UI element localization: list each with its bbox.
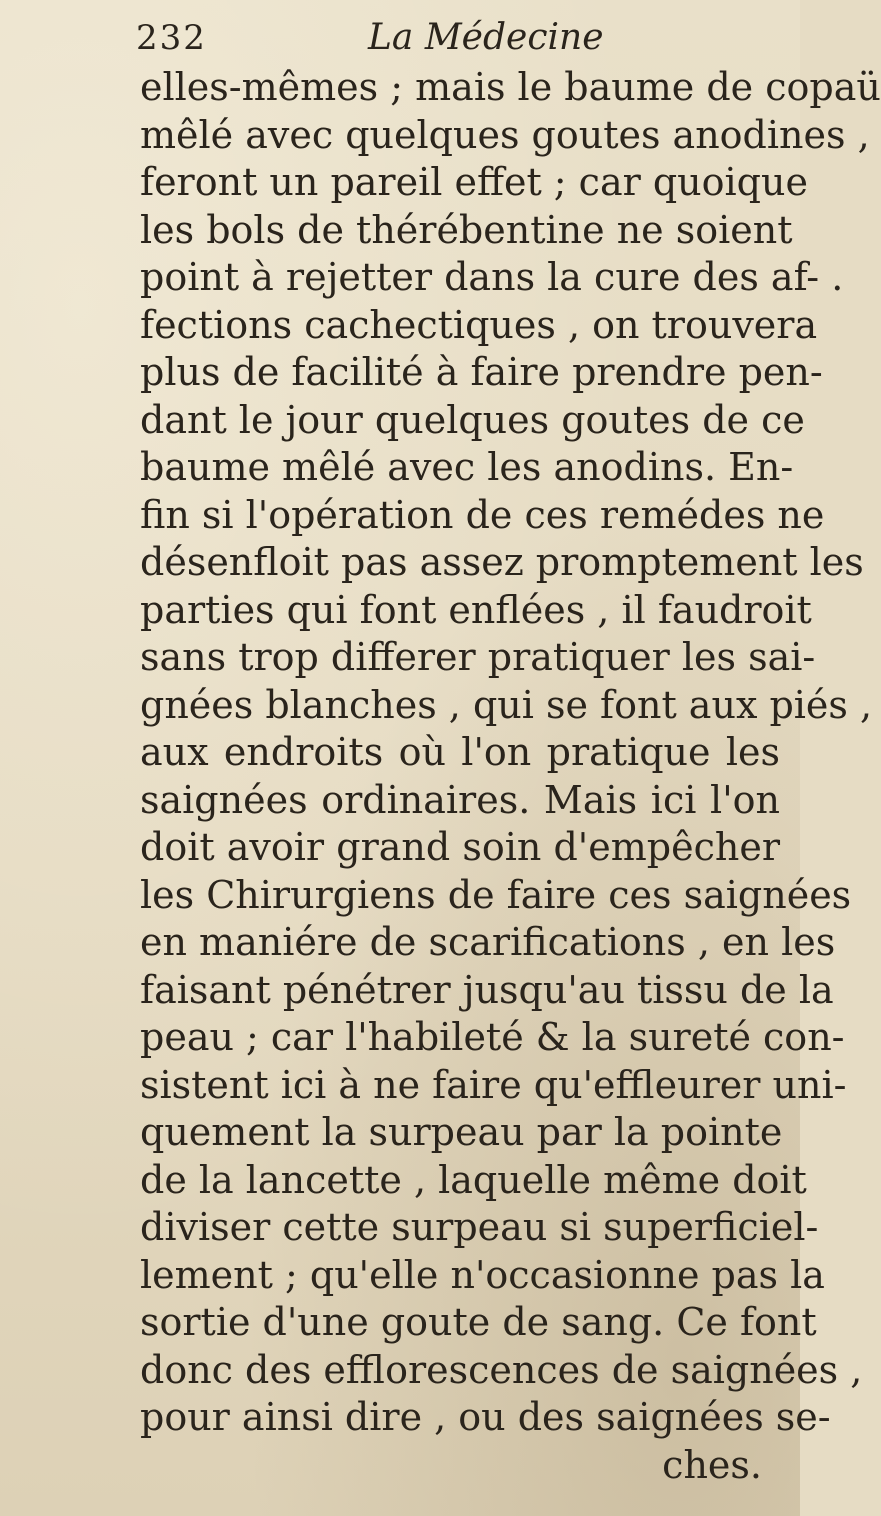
- text-line: diviser cette surpeau si superficiel-: [140, 1205, 819, 1249]
- text-line: point à rejetter dans la cure des af- .: [140, 255, 844, 299]
- text-line: aux endroits où l'on pratique les: [140, 730, 780, 774]
- text-line: sistent ici à ne faire qu'effleurer uni-: [140, 1062, 847, 1107]
- running-head: [136, 16, 756, 60]
- text-line: plus de facilité à faire prendre pen-: [140, 350, 823, 394]
- text-line: parties qui font enflées , il faudroit: [140, 587, 812, 632]
- text-line: gnées blanches , qui se font aux piés ,: [140, 682, 873, 727]
- text-line: sortie d'une goute de sang. Ce font: [140, 1300, 817, 1344]
- text-line: mêlé avec quelques goutes anodines ,: [140, 112, 870, 157]
- text-line: sans trop differer pratiquer les sai-: [140, 635, 816, 679]
- catchword-line: ches.: [662, 1442, 762, 1487]
- text-line: de la lancette , laquelle même doit: [140, 1157, 807, 1202]
- text-line: pour ainsi dire , ou des saignées se-: [140, 1395, 831, 1439]
- text-line: désenfloit pas assez promptement les: [140, 540, 864, 584]
- text-line: lement ; qu'elle n'occasionne pas la: [140, 1252, 825, 1297]
- text-line: feront un pareil effet ; car quoique: [140, 160, 808, 204]
- text-line: les Chirurgiens de faire ces saignées: [140, 872, 852, 917]
- text-line: en maniére de scarifications , en les: [140, 920, 836, 964]
- text-line: fections cachectiques , on trouvera: [140, 302, 818, 347]
- text-line: fin si l'opération de ces remédes ne: [140, 492, 825, 537]
- text-line: faisant pénétrer jusqu'au tissu de la: [140, 967, 834, 1012]
- text-line: doit avoir grand soin d'empêcher: [140, 825, 780, 869]
- body-text: [140, 64, 881, 1489]
- text-line: dant le jour quelques goutes de ce: [140, 397, 805, 442]
- text-line: peau ; car l'habileté & la sureté con-: [140, 1015, 845, 1059]
- text-line: quement la surpeau par la pointe: [140, 1110, 783, 1154]
- text-line: elles-mêmes ; mais le baume de copaü: [140, 65, 881, 109]
- text-line: les bols de thérébentine ne soient: [140, 207, 793, 252]
- page-number: 232: [136, 18, 207, 58]
- text-line: saignées ordinaires. Mais ici l'on: [140, 777, 780, 822]
- text-line: donc des efflorescences de saignées ,: [140, 1347, 863, 1392]
- running-title: La Médecine: [368, 17, 604, 58]
- text-line: baume mêlé avec les anodins. En-: [140, 445, 794, 489]
